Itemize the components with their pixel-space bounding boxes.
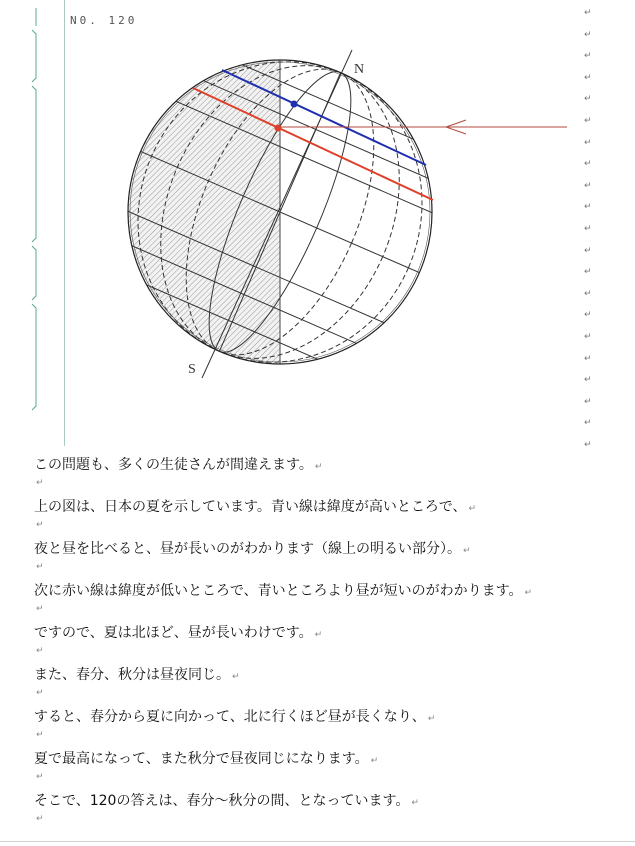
figure-paragraph-mark: ↵ <box>584 29 592 40</box>
figure-paragraph-mark: ↵ <box>584 418 592 429</box>
text-line: 夜と昼を比べると、昼が長いのがわかります（線上の明るい部分）。 ↵ <box>34 541 471 557</box>
empty-paragraph-mark: ↵ <box>36 562 44 572</box>
empty-paragraph-mark: ↵ <box>36 814 44 824</box>
text-line: この問題も、多くの生徒さんが間違えます。 ↵ <box>34 457 323 473</box>
south-pole-label: S <box>188 362 196 377</box>
left-margin-brackets <box>30 0 42 420</box>
empty-paragraph-mark: ↵ <box>36 520 44 530</box>
figure-paragraph-mark: ↵ <box>584 375 592 386</box>
red-point-marker <box>275 125 282 132</box>
figure-paragraph-mark: ↵ <box>584 51 592 62</box>
figure-paragraph-mark: ↵ <box>584 180 592 191</box>
problem-number-label: N0. 120 <box>70 14 138 27</box>
empty-paragraph-mark: ↵ <box>36 772 44 782</box>
empty-paragraph-mark: ↵ <box>36 730 44 740</box>
figure-paragraph-mark: ↵ <box>584 332 592 342</box>
figure-paragraph-mark: ↵ <box>584 267 592 278</box>
page-bottom-rule <box>0 841 635 842</box>
empty-paragraph-mark: ↵ <box>36 604 44 614</box>
blue-point-marker <box>291 101 298 108</box>
text-line: ですので、夏は北ほど、昼が長いわけです。 ↵ <box>34 625 323 641</box>
figure-paragraph-mark: ↵ <box>584 72 592 83</box>
text-line: 次に赤い線は緯度が低いところで、青いところより昼が短いのがわかります。 ↵ <box>34 583 533 599</box>
figure-frame-line <box>64 0 65 446</box>
empty-paragraph-mark: ↵ <box>36 646 44 656</box>
text-line: そこで、120の答えは、春分～秋分の間、となっています。 ↵ <box>34 793 419 809</box>
figure-paragraph-mark: ↵ <box>584 94 592 105</box>
empty-paragraph-mark: ↵ <box>36 478 44 488</box>
figure-paragraph-mark: ↵ <box>584 396 592 407</box>
figure-paragraph-mark: ↵ <box>584 116 592 126</box>
figure-paragraph-mark: ↵ <box>584 8 592 18</box>
text-line: また、春分、秋分は昼夜同じ。 ↵ <box>34 667 240 683</box>
north-pole-label: N <box>354 62 365 77</box>
figure-paragraph-mark: ↵ <box>584 202 592 213</box>
figure-paragraph-mark: ↵ <box>584 440 592 450</box>
paragraph-marks-column <box>584 8 598 458</box>
figure-paragraph-mark: ↵ <box>584 288 592 299</box>
figure-paragraph-mark: ↵ <box>584 353 592 364</box>
text-line: すると、春分から夏に向かって、北に行くほど昼が長くなり、 ↵ <box>34 709 436 725</box>
figure-paragraph-mark: ↵ <box>584 224 592 234</box>
figure-paragraph-mark: ↵ <box>584 137 592 148</box>
text-line: 夏で最高になって、また秋分で昼夜同じになります。 ↵ <box>34 751 379 767</box>
empty-paragraph-mark: ↵ <box>36 688 44 698</box>
figure-paragraph-mark: ↵ <box>584 159 592 170</box>
text-line: 上の図は、日本の夏を示しています。青い線は緯度が高いところで、 ↵ <box>34 499 477 515</box>
earth-daylight-diagram <box>110 40 580 385</box>
figure-paragraph-mark: ↵ <box>584 310 592 321</box>
figure-paragraph-mark: ↵ <box>584 245 592 256</box>
